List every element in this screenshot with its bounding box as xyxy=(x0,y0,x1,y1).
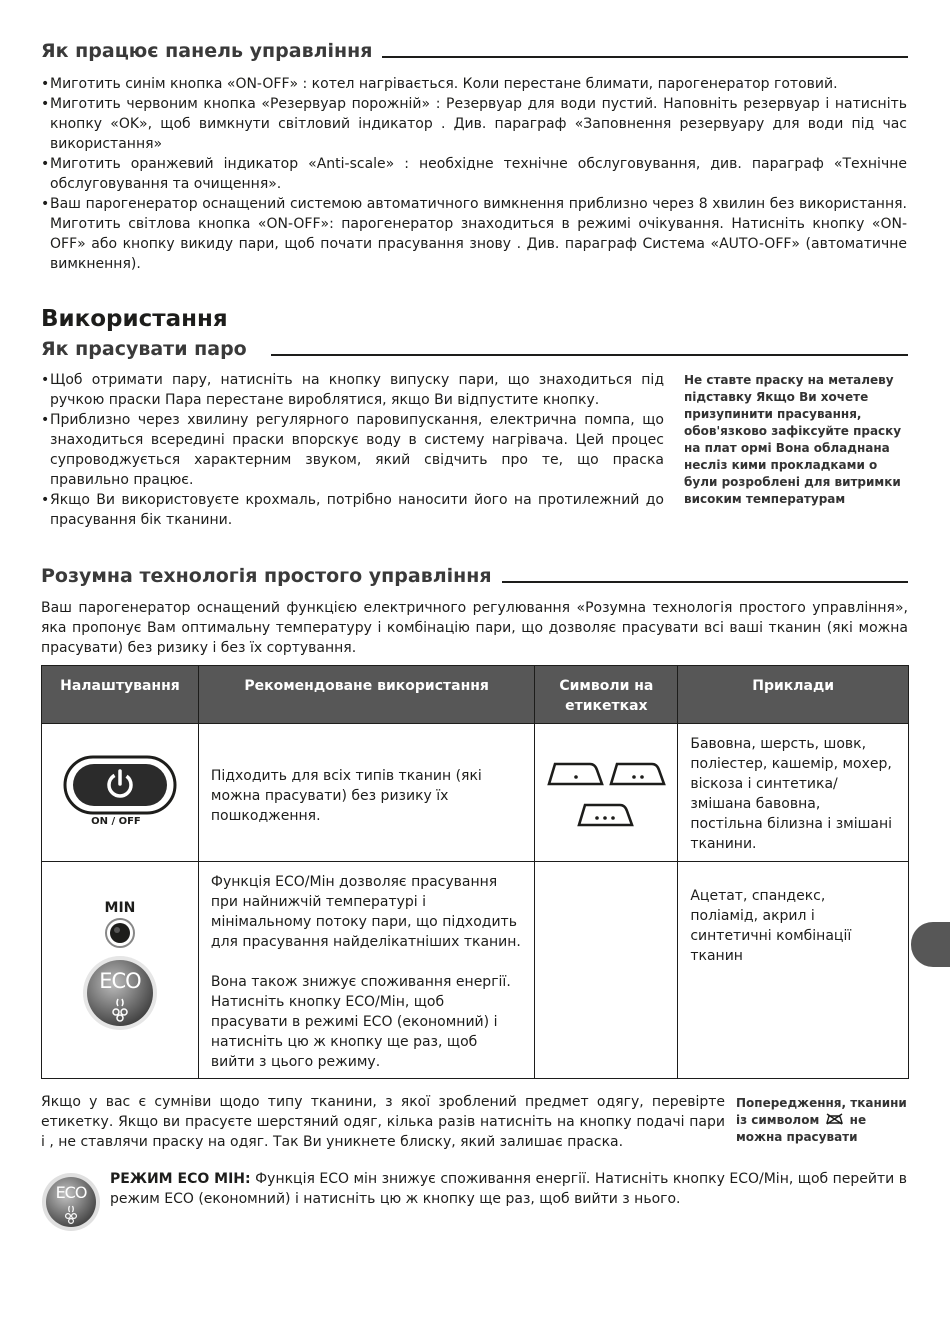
list-item: • Миготить червоним кнопка «Резервуар порожній» : Резервуар для води пустий. Наповніть резервуар і натисніть кнопку «OK», щоб вимкнути світловий індикатор . Див. параграф «Заповнення резервуару для води під час використання» xyxy=(41,94,907,154)
table-cell-examples: Бавовна, шерсть, шовк, поліестер, кашемір, мохер, віскоза і синтетика/ змішана бавовна, постільна білизна і змішані тканини. xyxy=(678,724,909,862)
list-item: • Якщо Ви використовуєте крохмаль, потрібно наносити його на протилежний до прасування бік тканини. xyxy=(41,490,664,530)
eco-mode-text: Функція ECO мін знижує споживання енергії. Натисніть кнопку ECO/Мін, щоб перейти в режим ECO (економний) і натисніть цю ж кнопку ще раз, щоб вийти з нього. xyxy=(110,1171,908,1207)
list-item: • Миготить оранжевий індикатор «Anti-scale» : необхідне технічне обслуговування, див. параграф «Технічне обслуговування та очищення». xyxy=(41,154,907,194)
settings-table xyxy=(41,665,909,1079)
section-heading-smart-tech: Розумна технологія простого управління xyxy=(41,565,908,587)
iron-temperature-symbols-icon xyxy=(535,724,677,834)
min-label: MIN xyxy=(104,900,136,916)
table-header: Налаштування xyxy=(42,666,199,724)
eco-badge-label: ECO xyxy=(55,1183,87,1202)
table-row xyxy=(42,862,909,1079)
min-indicator-icon xyxy=(103,916,137,950)
on-off-label: ON / OFF xyxy=(91,815,141,827)
eco-label: ECO xyxy=(99,969,141,993)
eco-mode-title: РЕЖИМ ECO МІН: xyxy=(110,1171,251,1187)
onoff-setting-cell xyxy=(42,724,199,862)
usage-text: Функція ECO/Мін дозволяє прасування при найнижчій температурі і мінімальному потоку пари, що підходить для прасування найделікатніших тканин. xyxy=(210,874,521,950)
table-cell-examples: Ацетат, спандекс, поліамід, акрил і синтетичні комбінації тканин xyxy=(678,862,909,1079)
no-iron-symbol-icon xyxy=(825,1113,843,1125)
table-header: Символи на етикетках xyxy=(535,666,678,724)
page-title: Використання xyxy=(41,306,228,332)
list-item: • Щоб отримати пару, натисніть на кнопку випуску пари, що знаходиться під ручкою праски Пара перестане вироблятися, якщо Ви відпустите кнопку. xyxy=(41,370,664,410)
steam-ironing-list xyxy=(41,370,664,530)
list-item: • Ваш парогенератор оснащений системою автоматичного вимкнення приблизно через 8 хвилин без використання. Миготить світлова кнопка «ON-OFF»: парогенератор знаходиться в режимі очікування. Натисніть кнопку «ON-OFF» або кнопку викиду пари, щоб почати прасування знову . Див. параграф Система «AUTO-OFF» (автоматичне вимкнення). xyxy=(41,194,907,274)
table-header: Рекомендоване використання xyxy=(198,666,534,724)
side-warning: Попередження, тканини із символом не можна прасувати xyxy=(736,1096,907,1144)
eco-button-icon xyxy=(81,954,159,1032)
symbols-cell-empty xyxy=(535,862,678,1079)
control-panel-list xyxy=(41,74,907,274)
heading-rule xyxy=(502,581,908,583)
table-cell-usage xyxy=(198,862,534,1079)
table-row xyxy=(42,724,909,862)
heading-rule xyxy=(271,354,908,356)
side-note-iron-stand: Не ставте праску на металеву підставку Якщо Ви хочете призупинити прасування, обов'язково зафіксуйте праску на плат ормі Вона обладнана несліз кими прокладками о були розроблені для витримки високим температурам xyxy=(684,373,902,506)
usage-text: Вона також знижує споживання енергії. Натисніть кнопку ECO/Мін, щоб прасувати в режимі ECO (економний) і натисніть цю ж кнопку ще раз, щоб вийти з цього режиму. xyxy=(210,974,511,1070)
symbols-cell xyxy=(535,724,678,862)
section-heading-steam-ironing: Як прасувати паро xyxy=(41,338,908,360)
list-item: • Приблизно через хвилину регулярного паровипускання, електрична помпа, що знаходиться всередині праски впорскує воду в систему нагрівача. Цей процес супроводжується характерним звуком, який свідчить про те, що праска правильно працює. xyxy=(41,410,664,490)
list-item: • Миготить синім кнопка «ON-OFF» : котел нагрівається. Коли перестане блимати, парогенератор готовий. xyxy=(41,74,907,94)
eco-mode-icon xyxy=(41,1172,101,1232)
table-cell-usage: Підходить для всіх типів тканин (які можна прасувати) без ризику їх пошкодження. xyxy=(198,724,534,862)
section-heading-control-panel: Як працює панель управління xyxy=(41,40,908,62)
table-header: Приклади xyxy=(678,666,909,724)
heading-rule xyxy=(382,56,908,58)
table-header-row xyxy=(42,666,909,724)
page-tab-marker xyxy=(911,922,950,967)
fabric-advice-paragraph: Якщо у вас є сумніви щодо типу тканини, з якої зроблений предмет одягу, перевірте етикетку. Якщо ви прасуєте шерстяний одяг, кілька разів натисніть на кнопку подачі пари і , не ставлячи праску на одяг. Так Ви уникнете блиску, який залишає праска. xyxy=(41,1094,725,1150)
eco-mode-paragraph xyxy=(110,1169,907,1209)
eco-setting-cell xyxy=(42,862,199,1079)
smart-tech-intro: Ваш парогенератор оснащений функцією електричного регулювання «Розумна технологія простого управління», яка пропонує Вам оптимальну температуру і комбінацію пари, що дозволяє прасувати всі ваші тканин (які можна прасувати) без ризику і без їх сортування. xyxy=(41,600,908,656)
